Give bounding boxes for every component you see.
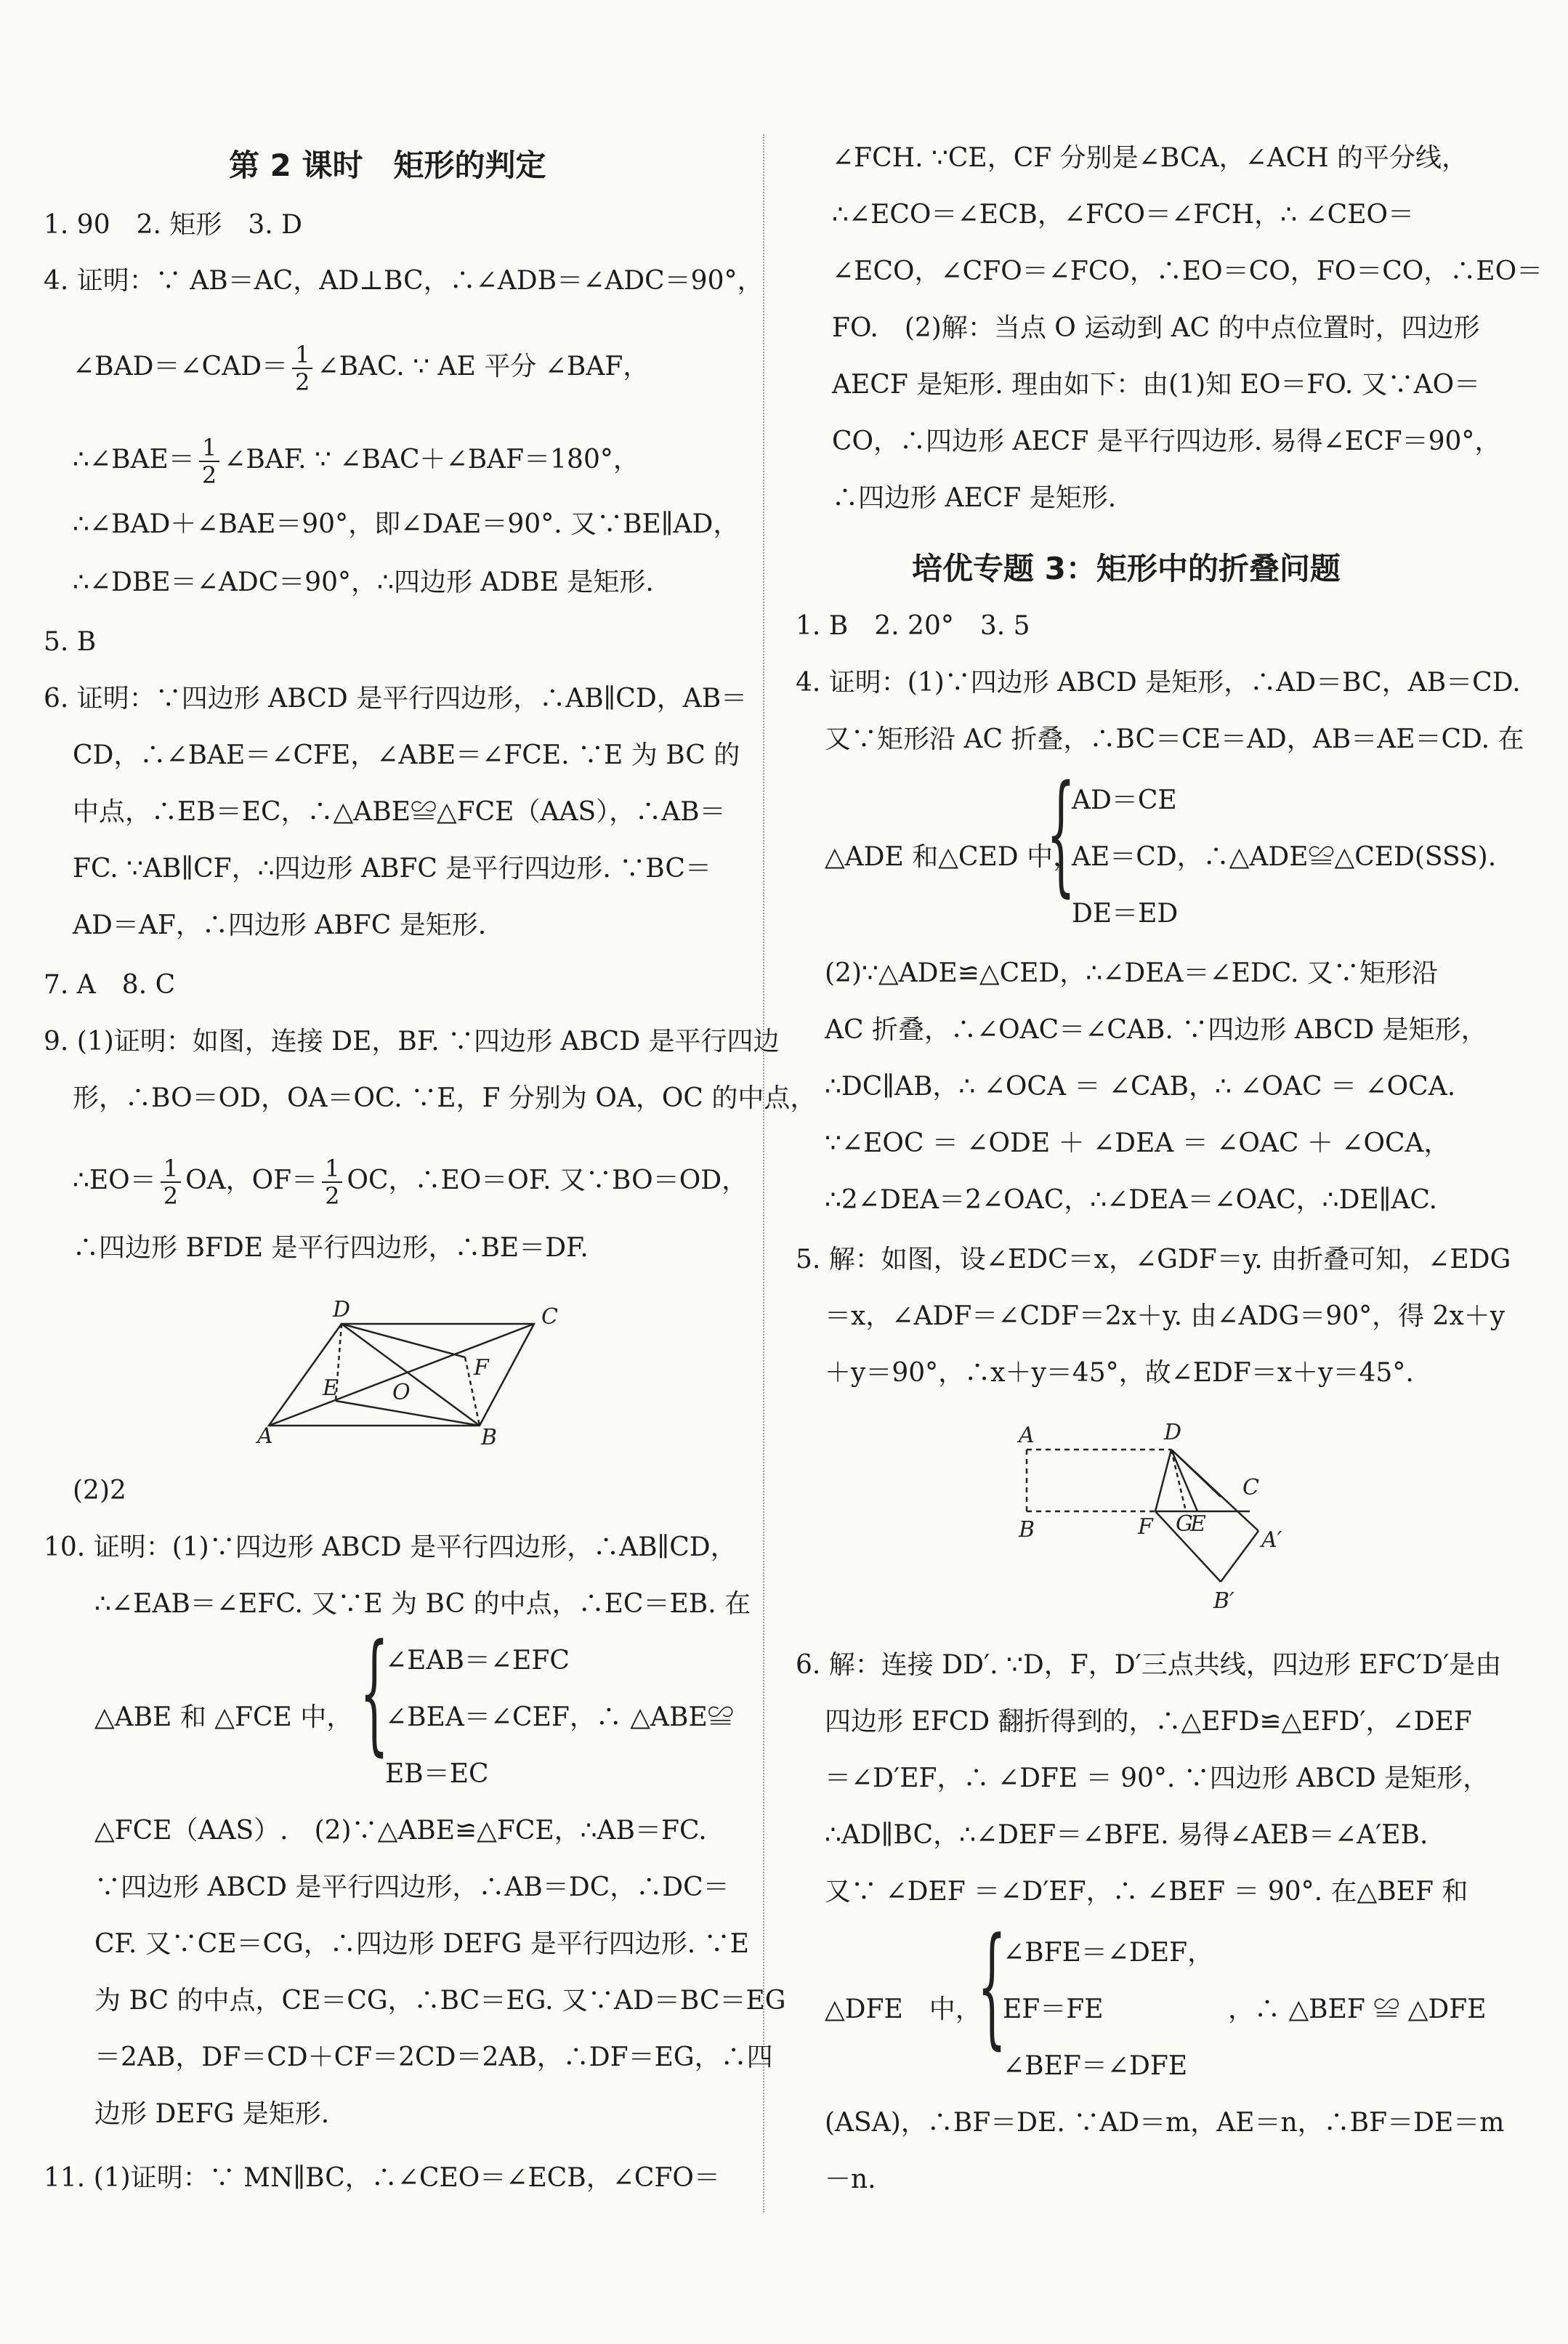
section-title: 培优专题 3：矩形中的折叠问题 — [912, 551, 1341, 586]
answer-line: 5. B — [44, 627, 97, 657]
answer-line: △FCE（AAS）. (2)∵△ABE≌△FCE，∴AB＝FC. — [94, 1816, 707, 1846]
system-line: ，∴ △BEF ≌ △DFE — [1228, 1995, 1487, 2024]
answer-line: ＝x，∠ADF＝∠CDF＝2x＋y. 由∠ADG＝90°，得 2x＋y — [825, 1301, 1506, 1331]
answer-line: ∠ECO，∠CFO＝∠FCO，∴EO＝CO，FO＝CO，∴EO＝ — [832, 256, 1543, 286]
answer-line: ∵四边形 ABCD 是平行四边形，∴AB＝DC，∴DC＝ — [94, 1872, 730, 1902]
answer-line: CD，∴∠BAE＝∠CFE，∠ABE＝∠FCE. ∵E 为 BC 的 — [73, 740, 740, 770]
answer-line: 6. 解：连接 DD′. ∵D，F，D′三点共线，四边形 EFC′D′是由 — [796, 1650, 1502, 1680]
label-a: A — [257, 1423, 273, 1446]
label-b: B — [1019, 1517, 1035, 1543]
system-line: ∠BEF＝∠DFE — [1003, 2051, 1188, 2081]
answer-line: 中点，∴EB＝EC，∴△ABE≌△FCE（AAS），∴AB＝ — [73, 797, 726, 827]
answer-line: △DFE 中， — [825, 1995, 982, 2024]
system-line: EB＝EC — [385, 1759, 489, 1789]
label-f: F — [474, 1355, 489, 1381]
answer-line: (2)2 — [73, 1476, 126, 1506]
answer-line: AECF 是矩形. 理由如下：由(1)知 EO＝FO. 又∵AO＝ — [832, 370, 1481, 400]
system-line: DE＝ED — [1072, 899, 1179, 929]
answer-line: AC 折叠，∴∠OAC＝∠CAB. ∵四边形 ABCD 是矩形， — [825, 1015, 1487, 1045]
answer-line: ∴AD∥BC，∴∠DEF＝∠BFE. 易得∠AEB＝∠A′EB. — [825, 1820, 1428, 1850]
segment-df — [1155, 1450, 1171, 1511]
system-line: AD＝CE — [1072, 785, 1177, 815]
label-c: C — [1242, 1475, 1259, 1500]
answer-line: 4. 证明：∵ AB＝AC，AD⊥BC，∴∠ADB＝∠ADC＝90°， — [44, 266, 764, 296]
answer-line: ∠FCH. ∵CE，CF 分别是∠BCA，∠ACH 的平分线， — [832, 143, 1468, 173]
answer-line: 5. 解：如图，设∠EDC＝x，∠GDF＝y. 由折叠可知，∠EDG — [796, 1245, 1511, 1274]
label-e: E — [323, 1375, 339, 1401]
segment-de — [1171, 1450, 1197, 1511]
answer-line: FC. ∵AB∥CF，∴四边形 ABFC 是平行四边形. ∵BC＝ — [73, 854, 711, 884]
answer-line: 又∵矩形沿 AC 折叠，∴BC＝CE＝AD，AB＝AE＝CD. 在 — [825, 724, 1524, 754]
label-b-prime: B′ — [1213, 1588, 1234, 1614]
section-title: 第 2 课时 矩形的判定 — [229, 147, 546, 183]
fraction: $\frac{1}{2}$ — [292, 342, 312, 395]
system-line: AE＝CD，∴△ADE≌△CED(SSS). — [1072, 842, 1497, 872]
answer-line: ∴四边形 AECF 是矩形. — [832, 483, 1117, 513]
answer-line: FO. (2)解：当点 O 运动到 AC 的中点位置时，四边形 — [832, 313, 1480, 343]
brace: { — [977, 1910, 1007, 2062]
answer-line: 7. A 8. C — [44, 970, 176, 1000]
answer-line: ∴∠BAD＋∠BAE＝90°，即∠DAE＝90°. 又∵BE∥AD， — [73, 509, 740, 539]
system-line: EF＝FE — [1003, 1995, 1104, 2024]
column-divider — [763, 134, 764, 2212]
label-d: D — [333, 1297, 351, 1322]
answer-line: (2)∵△ADE≌△CED，∴∠DEA＝∠EDC. 又∵矩形沿 — [825, 958, 1438, 988]
answer-line: △ADE 和△CED 中， — [825, 842, 1080, 872]
answer-line: 四边形 EFCD 翻折得到的，∴△EFD≌△EFD′，∠DEF — [825, 1707, 1472, 1737]
figure-fold — [1003, 1413, 1337, 1617]
fraction: $\frac{1}{2}$ — [199, 435, 219, 488]
edge-b2a2 — [1221, 1531, 1258, 1582]
answer-line: 10. 证明：(1)∵四边形 ABCD 是平行四边形，∴AB∥CD， — [44, 1532, 737, 1562]
answer-line: 边形 DEFG 是矩形. — [94, 2099, 330, 2129]
answer-line: AD＝AF，∴四边形 ABFC 是矩形. — [73, 910, 487, 940]
answer-line: CF. 又∵CE＝CG，∴四边形 DEFG 是平行四边形. ∵E — [94, 1929, 749, 1959]
label-a-prime: A′ — [1261, 1527, 1282, 1553]
answer-line: ＝∠D′EF，∴ ∠DFE ＝ 90°. ∵四边形 ABCD 是矩形， — [825, 1763, 1490, 1793]
answer-line: ∵∠EOC ＝ ∠ODE ＋ ∠DEA ＝ ∠OAC ＋ ∠OCA， — [825, 1128, 1450, 1158]
answer-line: ∴四边形 BFDE 是平行四边形，∴BE＝DF. — [73, 1233, 589, 1263]
answer-line: ＋y＝90°，∴x＋y＝45°，故∠EDF＝x＋y＝45°. — [825, 1358, 1414, 1388]
diagonal-db — [342, 1324, 480, 1426]
answer-line: ∴EO＝ $\frac{1}{2}$ OA，OF＝ $\frac{1}{2}$ OC，∴EO＝OF. 又∵BO＝OD， — [73, 1155, 748, 1210]
answer-line: 6. 证明：∵四边形 ABCD 是平行四边形，∴AB∥CD，AB＝ — [44, 684, 748, 714]
answer-line: ∴∠DBE＝∠ADC＝90°，∴四边形 ADBE 是矩形. — [73, 567, 654, 597]
label-a: A — [1019, 1423, 1035, 1448]
answer-line: ∠BAD＝∠CAD＝ $\frac{1}{2}$ ∠BAC. ∵ AE 平分 ∠BAF， — [73, 341, 650, 396]
answer-line: ∴∠EAB＝∠EFC. 又∵E 为 BC 的中点，∴EC＝EB. 在 — [94, 1589, 751, 1619]
diagonal-ac — [269, 1324, 534, 1426]
answer-line: 为 BC 的中点，CE＝CG，∴BC＝EG. 又∵AD＝BC＝EG — [94, 1986, 786, 2016]
label-o: O — [392, 1380, 411, 1405]
label-e: E — [1190, 1511, 1206, 1537]
system-line: ∠EAB＝∠EFC — [385, 1646, 570, 1676]
system-line: ∠BFE＝∠DEF， — [1003, 1938, 1214, 1968]
answer-line: ∴∠BAE＝ $\frac{1}{2}$ ∠BAF. ∵ ∠BAC＋∠BAF＝180°， — [73, 434, 639, 489]
answer-line: ∴2∠DEA＝2∠OAC，∴∠DEA＝∠OAC，∴DE∥AC. — [825, 1185, 1438, 1215]
answer-line: △ABE 和 △FCE 中， — [94, 1702, 353, 1732]
brace: { — [1046, 758, 1076, 910]
answer-line: ∴DC∥AB，∴ ∠OCA ＝ ∠CAB，∴ ∠OAC ＝ ∠OCA. — [825, 1072, 1456, 1102]
label-d: D — [1164, 1420, 1182, 1445]
answer-line: CO，∴四边形 AECF 是平行四边形. 易得∠ECF＝90°， — [832, 427, 1501, 456]
brace: { — [360, 1617, 389, 1769]
answer-line: 9. (1)证明：如图，连接 DE，BF. ∵四边形 ABCD 是平行四边 — [44, 1027, 780, 1056]
answer-line: 1. B 2. 20° 3. 5 — [796, 611, 1030, 641]
figure-parallelogram — [247, 1293, 589, 1446]
fraction: $\frac{1}{2}$ — [322, 1155, 342, 1209]
answer-line: ＝2AB，DF＝CD＋CF＝2CD＝2AB，∴DF＝EG，∴四 — [94, 2042, 773, 2072]
fraction: $\frac{1}{2}$ — [161, 1155, 181, 1209]
answer-line: 又∵ ∠DEF ＝∠D′EF，∴ ∠BEF ＝ 90°. 在△BEF 和 — [825, 1877, 1468, 1907]
label-g: G — [1176, 1511, 1193, 1537]
answer-line: 形，∴BO＝OD，OA＝OC. ∵E，F 分别为 OA，OC 的中点， — [73, 1083, 817, 1113]
answer-line: 4. 证明：(1)∵四边形 ABCD 是矩形，∴AD＝BC，AB＝CD. — [796, 668, 1521, 698]
label-f: F — [1138, 1514, 1153, 1540]
answer-line: (ASA)，∴BF＝DE. ∵AD＝m，AE＝n，∴BF＝DE＝m — [825, 2108, 1505, 2138]
label-c: C — [541, 1304, 558, 1330]
answer-line: －n. — [825, 2165, 876, 2194]
system-line: ∠BEA＝∠CEF，∴ △ABE≌ — [385, 1702, 734, 1732]
answer-line: ∴∠ECO＝∠ECB，∠FCO＝∠FCH，∴ ∠CEO＝ — [832, 200, 1414, 230]
answer-line: 11. (1)证明：∵ MN∥BC，∴∠CEO＝∠ECB，∠CFO＝ — [44, 2163, 720, 2193]
label-b: B — [481, 1425, 498, 1446]
answer-line: 1. 90 2. 矩形 3. D — [44, 210, 303, 240]
segment-df — [342, 1324, 465, 1357]
